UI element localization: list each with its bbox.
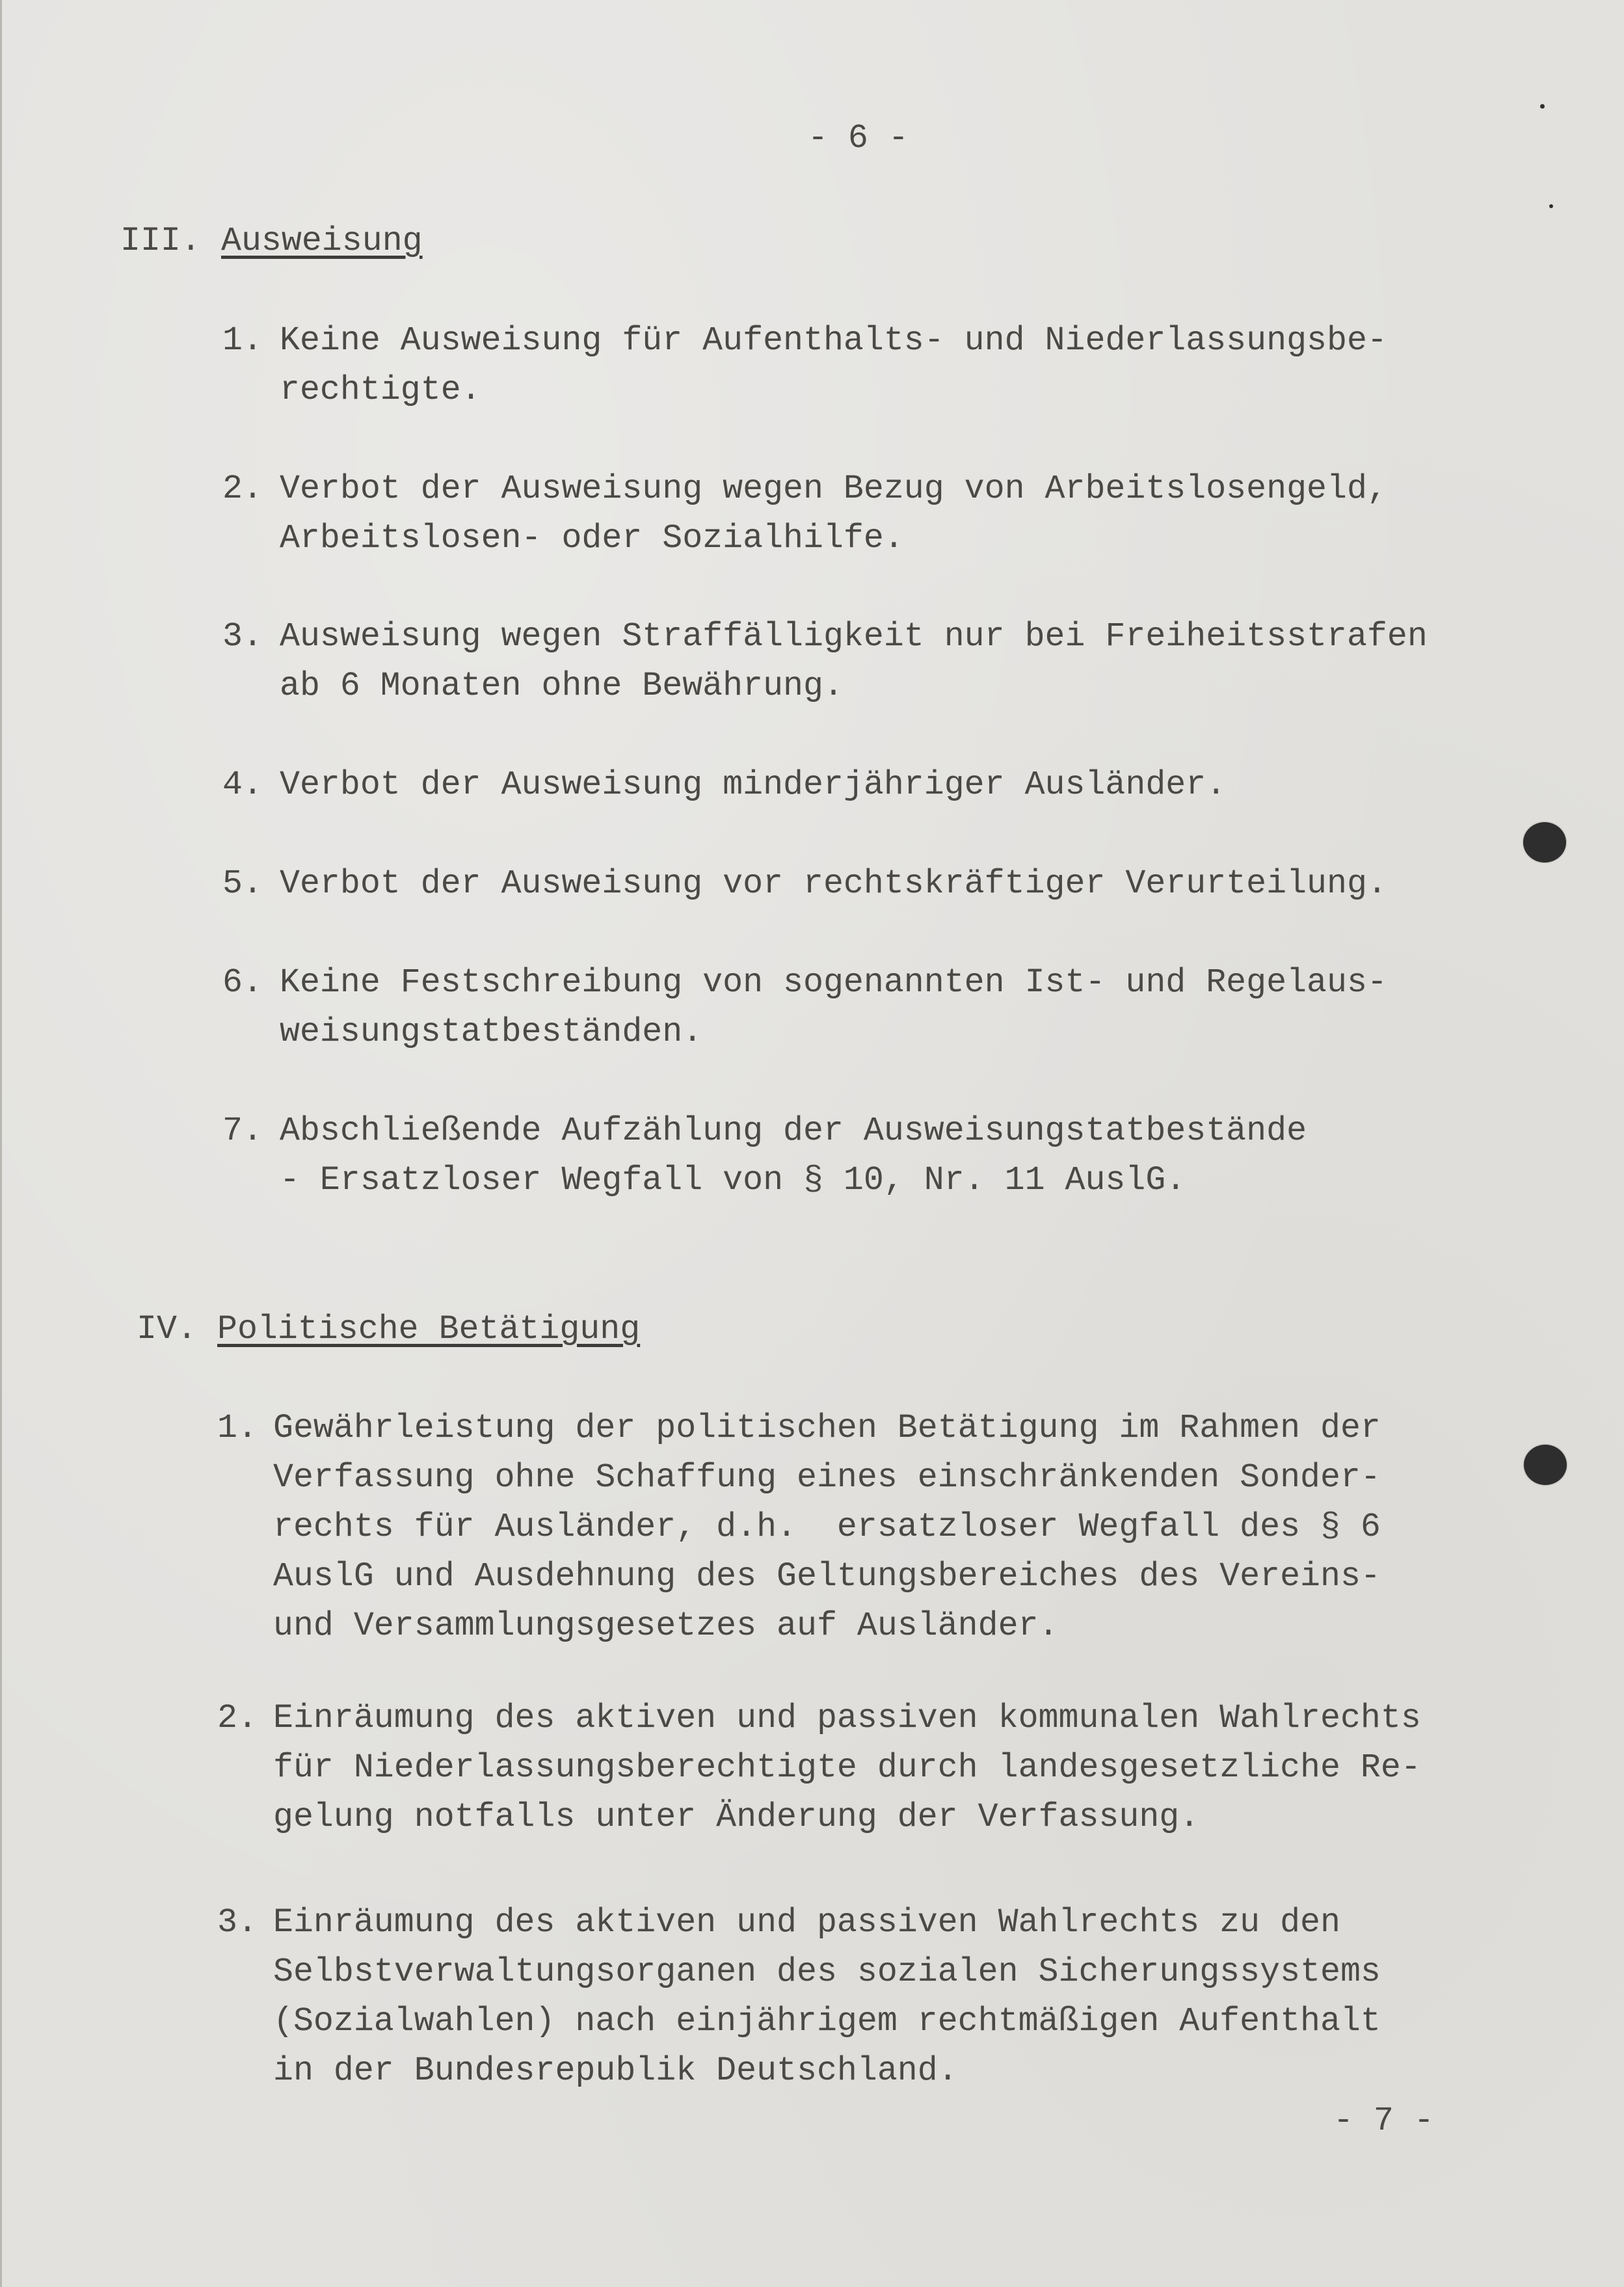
- paper-speck: [1549, 204, 1553, 208]
- list-item-text-line: und Versammlungsgesetzes auf Ausländer.: [273, 1607, 1059, 1645]
- page-number-header: - 6 -: [808, 120, 909, 157]
- section-numeral: IV.: [137, 1311, 197, 1348]
- page-number-footer: - 7 -: [1333, 2102, 1434, 2140]
- section-numeral: III.: [120, 222, 201, 260]
- punch-hole-icon: [1523, 822, 1566, 863]
- list-item-text-line: weisungstatbeständen.: [280, 1013, 703, 1051]
- list-item-text-line: gelung notfalls unter Änderung der Verfassung.: [273, 1799, 1200, 1836]
- list-item-text-line: für Niederlassungsberechtigte durch landesgesetzliche Re-: [273, 1749, 1421, 1787]
- list-item-number: 1.: [217, 1410, 258, 1447]
- list-item-text-line: Einräumung des aktiven und passiven Wahlrechts zu den: [273, 1904, 1340, 1942]
- list-item-text-line: Verbot der Ausweisung wegen Bezug von Arbeitslosengeld,: [280, 470, 1387, 508]
- list-item-text-line: Verbot der Ausweisung vor rechtskräftiger Verurteilung.: [280, 865, 1387, 903]
- list-item-number: 7.: [222, 1112, 263, 1150]
- punch-hole-icon: [1524, 1445, 1567, 1485]
- list-item-text-line: - Ersatzloser Wegfall von § 10, Nr. 11 AuslG.: [280, 1162, 1186, 1199]
- list-item-number: 2.: [217, 1700, 258, 1737]
- list-item-text-line: Verfassung ohne Schaffung eines einschränkenden Sonder-: [273, 1459, 1381, 1497]
- paper-speck: [1540, 104, 1545, 109]
- list-item-text-line: Gewährleistung der politischen Betätigung im Rahmen der: [273, 1410, 1381, 1447]
- list-item-number: 1.: [222, 322, 263, 360]
- section-heading: Politische Betätigung: [217, 1311, 641, 1348]
- list-item-number: 4.: [222, 766, 263, 804]
- list-item-text-line: Keine Festschreibung von sogenannten Ist- und Regelaus-: [280, 964, 1387, 1002]
- list-item-text-line: in der Bundesrepublik Deutschland.: [273, 2052, 958, 2090]
- list-item-text-line: ab 6 Monaten ohne Bewährung.: [280, 667, 844, 705]
- section-heading: Ausweisung: [221, 222, 423, 260]
- list-item-text-line: rechts für Ausländer, d.h. ersatzloser Wegfall des § 6: [273, 1508, 1381, 1546]
- list-item-number: 3.: [217, 1904, 258, 1942]
- list-item-number: 5.: [222, 865, 263, 903]
- list-item-text-line: Arbeitslosen- oder Sozialhilfe.: [280, 520, 904, 557]
- list-item-text-line: Keine Ausweisung für Aufenthalts- und Niederlassungsbe-: [280, 322, 1387, 360]
- page-edge-shadow: [0, 0, 2, 2287]
- list-item-text-line: AuslG und Ausdehnung des Geltungsbereiches des Vereins-: [273, 1558, 1381, 1596]
- list-item-text-line: Ausweisung wegen Straffälligkeit nur bei Freiheitsstrafen: [280, 618, 1428, 656]
- list-item-number: 2.: [222, 470, 263, 508]
- list-item-text-line: (Sozialwahlen) nach einjährigem rechtmäßigen Aufenthalt: [273, 2003, 1381, 2040]
- list-item-number: 3.: [222, 618, 263, 656]
- list-item-text-line: Einräumung des aktiven und passiven kommunalen Wahlrechts: [273, 1700, 1421, 1737]
- list-item-text-line: Abschließende Aufzählung der Ausweisungstatbestände: [280, 1112, 1307, 1150]
- list-item-text-line: Verbot der Ausweisung minderjähriger Ausländer.: [280, 766, 1227, 804]
- list-item-number: 6.: [222, 964, 263, 1002]
- list-item-text-line: Selbstverwaltungsorganen des sozialen Sicherungssystems: [273, 1953, 1381, 1991]
- list-item-text-line: rechtigte.: [280, 371, 481, 409]
